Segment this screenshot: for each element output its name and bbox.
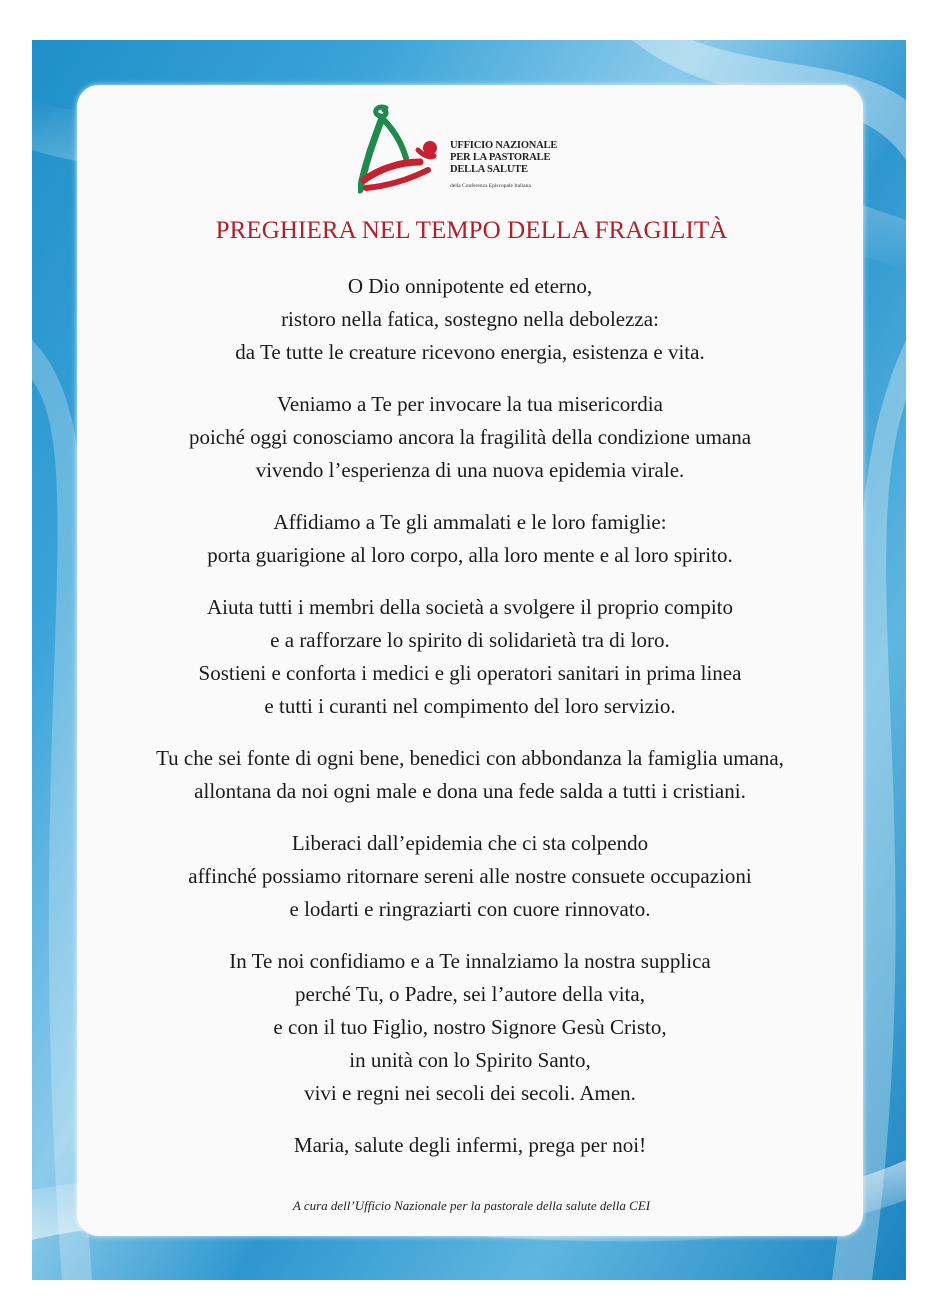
verse-line: porta guarigione al loro corpo, alla loro mente e al loro spirito. xyxy=(207,543,733,567)
logo-line-2: PER LA PASTORALE xyxy=(450,152,551,163)
verse-line: O Dio onnipotente ed eterno, xyxy=(347,274,593,298)
verse-line: perché Tu, o Padre, sei l’autore della vita, xyxy=(295,982,645,1006)
verse-line: e con il tuo Figlio, nostro Signore Gesù Cristo, xyxy=(273,1015,667,1039)
verse-line: Veniamo a Te per invocare la tua misericordia xyxy=(277,392,663,416)
stanza xyxy=(80,388,860,487)
verse-line: Sostieni e conforta i medici e gli operatori sanitari in prima linea xyxy=(198,661,742,685)
stanza xyxy=(80,1129,860,1162)
stanza xyxy=(80,591,860,723)
verse-line: poiché oggi conosciamo ancora la fragilità della condizione umana xyxy=(188,425,752,449)
logo-line-1: UFFICIO NAZIONALE xyxy=(450,140,558,151)
verse-line: e tutti i curanti nel compimento del loro servizio. xyxy=(264,694,676,718)
footer-credit: A cura dell’Ufficio Nazionale per la pastorale della salute della CEI xyxy=(292,1198,651,1213)
stanza xyxy=(80,827,860,926)
ufficio-logo xyxy=(358,100,598,195)
stanza xyxy=(80,506,860,572)
logo-subline: della Conferenza Episcopale Italiana xyxy=(450,183,531,189)
verse-line: vivendo l’esperienza di una nuova epidemia virale. xyxy=(255,458,685,482)
verse-line: Liberaci dall’epidemia che ci sta colpendo xyxy=(291,831,649,855)
verse-line: da Te tutte le creature ricevono energia, esistenza e vita. xyxy=(235,340,705,364)
verse-line: e lodarti e ringraziarti con cuore rinnovato. xyxy=(289,897,651,921)
stanza xyxy=(80,742,860,808)
prayer-title: PREGHIERA NEL TEMPO DELLA FRAGILITÀ xyxy=(215,217,728,244)
verse-line: e a rafforzare lo spirito di solidarietà tra di loro. xyxy=(270,628,670,652)
verse-line: affinché possiamo ritornare sereni alle nostre consuete occupazioni xyxy=(188,864,752,888)
logo-wordmark xyxy=(450,140,557,176)
verse-line: Tu che sei fonte di ogni bene, benedici con abbondanza la famiglia umana, xyxy=(156,746,784,770)
verse-line: allontana da noi ogni male e dona una fede salda a tutti i cristiani. xyxy=(194,779,746,803)
stanza xyxy=(80,945,860,1110)
verse-line: vivi e regni nei secoli dei secoli. Amen. xyxy=(304,1081,636,1105)
verse-line: Affidiamo a Te gli ammalati e le loro famiglie: xyxy=(273,510,667,534)
verse-line: in unità con lo Spirito Santo, xyxy=(349,1048,591,1072)
verse-line: In Te noi confidiamo e a Te innalziamo la nostra supplica xyxy=(229,949,711,973)
verse-line: ristoro nella fatica, sostegno nella debolezza: xyxy=(281,307,659,331)
logo-figure-icon xyxy=(358,100,448,195)
verse-line: Maria, salute degli infermi, prega per noi! xyxy=(293,1133,647,1157)
stanza xyxy=(80,270,860,369)
prayer-text xyxy=(80,270,860,1181)
verse-line: Aiuta tutti i membri della società a svolgere il proprio compito xyxy=(206,595,734,619)
logo-line-3: DELLA SALUTE xyxy=(450,164,528,175)
